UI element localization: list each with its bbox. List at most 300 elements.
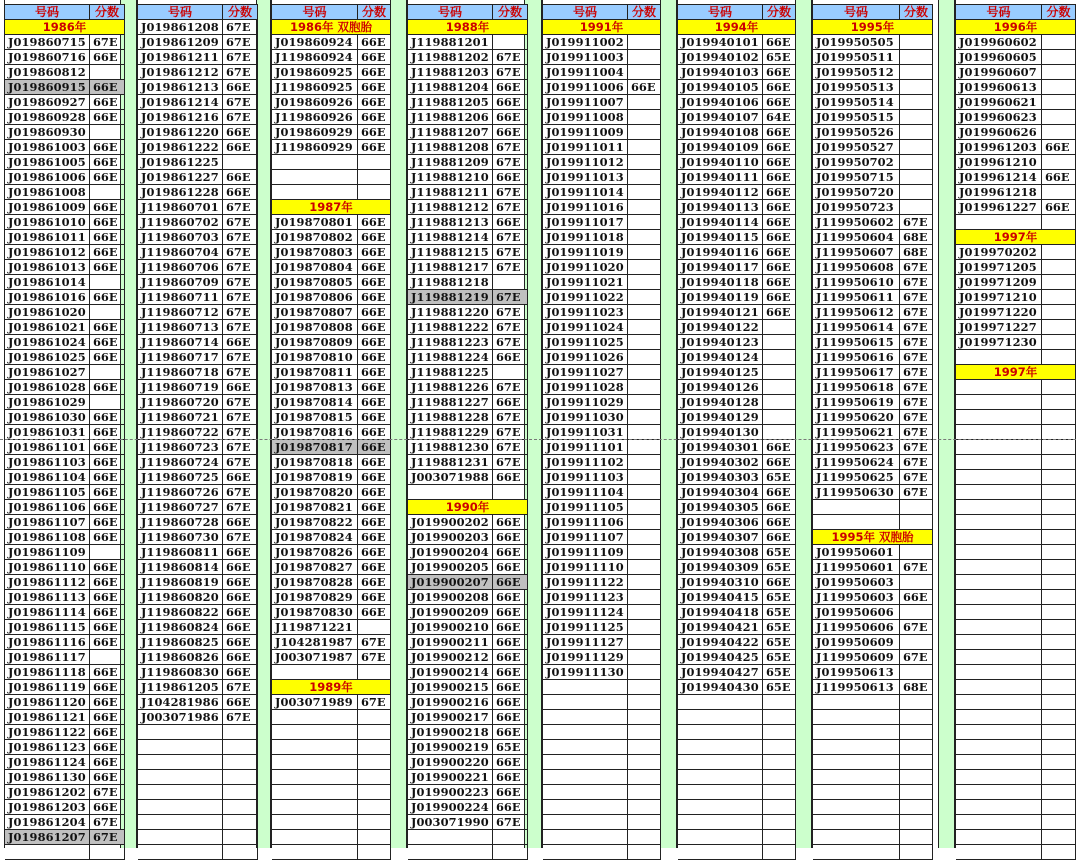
record-number[interactable]: J119860721 [138,410,223,425]
empty-cell[interactable] [813,755,900,770]
record-number[interactable]: J119881214 [408,230,493,245]
record-score[interactable]: 66E [223,125,258,140]
record-score[interactable] [628,515,661,530]
record-score[interactable]: 66E [223,140,258,155]
record-number[interactable]: J019940103 [678,65,763,80]
record-score[interactable] [1042,185,1076,200]
record-score[interactable]: 66E [223,590,258,605]
empty-cell[interactable] [678,710,763,725]
empty-cell[interactable] [900,770,933,785]
record-score[interactable]: 66E [90,470,125,485]
empty-cell[interactable] [678,725,763,740]
record-number[interactable]: J019950511 [813,50,900,65]
empty-cell[interactable] [956,350,1042,365]
record-number[interactable]: J019940305 [678,500,763,515]
empty-cell[interactable] [763,770,796,785]
record-score[interactable]: 66E [493,110,528,125]
record-score[interactable] [900,125,933,140]
record-number[interactable]: J019911011 [543,140,628,155]
record-number[interactable]: J119860728 [138,515,223,530]
record-score[interactable] [763,350,796,365]
record-number[interactable]: J019900208 [408,590,493,605]
record-number[interactable]: J119881230 [408,440,493,455]
record-number[interactable]: J019861216 [138,110,223,125]
empty-cell[interactable] [628,785,661,800]
record-number[interactable]: J019861122 [5,725,90,740]
record-score[interactable] [763,425,796,440]
record-number[interactable]: J119950617 [813,365,900,380]
record-score[interactable]: 67E [358,650,391,665]
record-number[interactable]: J119950618 [813,380,900,395]
record-number[interactable]: J019870809 [272,335,358,350]
record-score[interactable]: 66E [90,410,125,425]
empty-cell[interactable] [813,740,900,755]
empty-cell[interactable] [138,815,223,830]
record-number[interactable]: J019950702 [813,155,900,170]
record-score[interactable] [223,155,258,170]
record-number[interactable]: J119950607 [813,245,900,260]
record-score[interactable]: 66E [763,260,796,275]
record-number[interactable]: J019861020 [5,305,90,320]
record-number[interactable]: J019860924 [272,35,358,50]
record-number[interactable]: J019911130 [543,665,628,680]
record-score[interactable]: 67E [900,275,933,290]
record-score[interactable]: 66E [90,665,125,680]
record-score[interactable]: 66E [763,515,796,530]
record-number[interactable]: J119860822 [138,605,223,620]
record-number[interactable]: J019861227 [138,170,223,185]
record-score[interactable] [1042,245,1076,260]
record-score[interactable]: 66E [358,260,391,275]
record-score[interactable] [628,455,661,470]
record-score[interactable] [628,635,661,650]
record-score[interactable] [900,50,933,65]
empty-cell[interactable] [543,800,628,815]
empty-cell[interactable] [138,845,223,860]
record-number[interactable]: J119860820 [138,590,223,605]
record-number[interactable]: J019940308 [678,545,763,560]
empty-cell[interactable] [1042,755,1076,770]
record-score[interactable]: 67E [223,305,258,320]
record-number[interactable]: J019911019 [543,245,628,260]
empty-cell[interactable] [543,755,628,770]
record-score[interactable]: 67E [223,275,258,290]
record-score[interactable] [763,320,796,335]
record-score[interactable]: 65E [763,50,796,65]
record-score[interactable]: 66E [358,515,391,530]
record-score[interactable]: 66E [358,380,391,395]
record-number[interactable]: J019940301 [678,440,763,455]
record-score[interactable]: 67E [223,710,258,725]
record-score[interactable]: 66E [90,155,125,170]
record-score[interactable]: 66E [90,215,125,230]
empty-cell[interactable] [956,665,1042,680]
record-number[interactable]: J019911105 [543,500,628,515]
empty-cell[interactable] [813,515,900,530]
empty-cell[interactable] [272,740,358,755]
record-score[interactable]: 66E [763,200,796,215]
empty-cell[interactable] [543,845,628,860]
empty-cell[interactable] [272,755,358,770]
record-score[interactable]: 66E [493,80,528,95]
record-number[interactable]: J019971230 [956,335,1042,350]
record-score[interactable]: 67E [493,335,528,350]
record-score[interactable]: 67E [493,410,528,425]
empty-cell[interactable] [1042,725,1076,740]
empty-cell[interactable] [900,845,933,860]
record-number[interactable]: J119881229 [408,425,493,440]
record-number[interactable]: J019861110 [5,560,90,575]
record-number[interactable]: J119881225 [408,365,493,380]
record-number[interactable]: J019940304 [678,485,763,500]
record-score[interactable]: 66E [223,560,258,575]
empty-cell[interactable] [493,485,528,500]
record-score[interactable]: 66E [358,245,391,260]
record-score[interactable]: 66E [493,560,528,575]
record-score[interactable]: 66E [223,665,258,680]
record-score[interactable] [90,305,125,320]
empty-cell[interactable] [900,695,933,710]
record-number[interactable]: J119860726 [138,485,223,500]
record-score[interactable]: 66E [90,440,125,455]
record-score[interactable]: 66E [358,305,391,320]
record-number[interactable]: J019861024 [5,335,90,350]
record-score[interactable]: 67E [223,200,258,215]
record-number[interactable]: J003071990 [408,815,493,830]
empty-cell[interactable] [956,425,1042,440]
record-number[interactable]: J003071987 [272,650,358,665]
record-number[interactable]: J119881201 [408,35,493,50]
record-number[interactable]: J019861013 [5,260,90,275]
record-number[interactable]: J119860924 [272,50,358,65]
empty-cell[interactable] [543,830,628,845]
record-score[interactable] [628,350,661,365]
empty-cell[interactable] [956,710,1042,725]
record-score[interactable]: 66E [358,425,391,440]
record-number[interactable]: J119860720 [138,395,223,410]
record-score[interactable]: 66E [358,230,391,245]
record-number[interactable]: J019950609 [813,635,900,650]
record-score[interactable] [900,65,933,80]
record-number[interactable]: J019970202 [956,245,1042,260]
empty-cell[interactable] [272,830,358,845]
record-number[interactable]: J119950602 [813,215,900,230]
record-score[interactable] [493,35,528,50]
record-number[interactable]: J019900210 [408,620,493,635]
record-score[interactable]: 66E [358,350,391,365]
record-score[interactable] [1042,155,1076,170]
record-score[interactable]: 66E [223,695,258,710]
record-score[interactable]: 66E [763,140,796,155]
record-number[interactable]: J019870821 [272,500,358,515]
record-score[interactable]: 66E [223,80,258,95]
record-score[interactable]: 67E [493,290,528,305]
record-number[interactable]: J019870817 [272,440,358,455]
record-score[interactable]: 66E [763,125,796,140]
empty-cell[interactable] [956,815,1042,830]
record-score[interactable] [628,335,661,350]
record-number[interactable]: J019961203 [956,140,1042,155]
record-score[interactable] [900,545,933,560]
record-score[interactable]: 66E [358,530,391,545]
record-score[interactable]: 67E [900,560,933,575]
record-score[interactable]: 66E [358,485,391,500]
record-score[interactable]: 66E [223,335,258,350]
empty-cell[interactable] [1042,485,1076,500]
record-score[interactable] [1042,50,1076,65]
record-number[interactable]: J019940307 [678,530,763,545]
record-score[interactable]: 67E [223,260,258,275]
empty-cell[interactable] [763,695,796,710]
record-number[interactable]: J019861119 [5,680,90,695]
empty-cell[interactable] [138,740,223,755]
record-score[interactable]: 66E [763,290,796,305]
record-score[interactable] [628,260,661,275]
empty-cell[interactable] [272,845,358,860]
record-score[interactable]: 66E [358,35,391,50]
record-score[interactable]: 65E [763,635,796,650]
record-number[interactable]: J119950616 [813,350,900,365]
record-number[interactable]: J119860727 [138,500,223,515]
record-score[interactable]: 66E [358,590,391,605]
record-number[interactable]: J019861010 [5,215,90,230]
record-score[interactable] [900,80,933,95]
empty-cell[interactable] [813,830,900,845]
record-score[interactable]: 66E [90,590,125,605]
record-score[interactable]: 66E [90,260,125,275]
record-score[interactable]: 66E [493,650,528,665]
empty-cell[interactable] [900,725,933,740]
record-number[interactable]: J019860927 [5,95,90,110]
record-number[interactable]: J019911123 [543,590,628,605]
record-number[interactable]: J019911027 [543,365,628,380]
record-number[interactable]: J019911020 [543,260,628,275]
record-score[interactable]: 66E [358,50,391,65]
record-number[interactable]: J019911028 [543,380,628,395]
record-number[interactable]: J019940113 [678,200,763,215]
record-number[interactable]: J019911106 [543,515,628,530]
record-number[interactable]: J119950612 [813,305,900,320]
record-number[interactable]: J019861101 [5,440,90,455]
empty-cell[interactable] [1042,680,1076,695]
record-number[interactable]: J119860814 [138,560,223,575]
record-score[interactable]: 67E [900,470,933,485]
record-number[interactable]: J019861027 [5,365,90,380]
record-score[interactable]: 66E [223,185,258,200]
record-number[interactable]: J019861021 [5,320,90,335]
record-score[interactable]: 67E [90,35,125,50]
record-score[interactable] [900,635,933,650]
record-number[interactable]: J019911008 [543,110,628,125]
record-number[interactable]: J019900215 [408,680,493,695]
record-score[interactable]: 66E [90,605,125,620]
record-number[interactable]: J019870808 [272,320,358,335]
record-number[interactable]: J119860825 [138,635,223,650]
record-score[interactable]: 66E [90,695,125,710]
record-score[interactable]: 66E [493,350,528,365]
record-number[interactable]: J019870803 [272,245,358,260]
record-score[interactable]: 66E [763,170,796,185]
record-number[interactable]: J019940101 [678,35,763,50]
record-number[interactable]: J019911127 [543,635,628,650]
empty-cell[interactable] [1042,410,1076,425]
record-number[interactable]: J019950505 [813,35,900,50]
record-number[interactable]: J019971210 [956,290,1042,305]
record-score[interactable]: 67E [493,260,528,275]
empty-cell[interactable] [678,785,763,800]
record-number[interactable]: J019870806 [272,290,358,305]
record-number[interactable]: J019971209 [956,275,1042,290]
empty-cell[interactable] [956,725,1042,740]
empty-cell[interactable] [628,680,661,695]
record-score[interactable]: 67E [223,215,258,230]
empty-cell[interactable] [956,440,1042,455]
empty-cell[interactable] [272,155,358,170]
record-score[interactable]: 68E [900,680,933,695]
record-score[interactable]: 66E [223,650,258,665]
record-score[interactable] [628,590,661,605]
record-number[interactable]: J119860826 [138,650,223,665]
record-number[interactable]: J019900211 [408,635,493,650]
record-score[interactable] [628,275,661,290]
empty-cell[interactable] [1042,740,1076,755]
empty-cell[interactable] [1042,665,1076,680]
record-number[interactable]: J119881223 [408,335,493,350]
record-number[interactable]: J019940110 [678,155,763,170]
record-score[interactable]: 67E [493,380,528,395]
record-number[interactable]: J119860704 [138,245,223,260]
record-number[interactable]: J019861120 [5,695,90,710]
record-number[interactable]: J119860830 [138,665,223,680]
record-score[interactable] [628,320,661,335]
record-number[interactable]: J019870810 [272,350,358,365]
record-score[interactable]: 66E [90,620,125,635]
record-score[interactable] [493,275,528,290]
record-score[interactable]: 67E [223,65,258,80]
record-score[interactable]: 67E [223,455,258,470]
record-number[interactable]: J119860701 [138,200,223,215]
empty-cell[interactable] [272,725,358,740]
record-number[interactable]: J119860929 [272,140,358,155]
empty-cell[interactable] [1042,455,1076,470]
record-number[interactable]: J019870830 [272,605,358,620]
empty-cell[interactable] [223,740,258,755]
record-number[interactable]: J019900219 [408,740,493,755]
record-number[interactable]: J019911007 [543,95,628,110]
record-number[interactable]: J019861220 [138,125,223,140]
record-score[interactable]: 66E [493,125,528,140]
record-number[interactable]: J019860929 [272,125,358,140]
record-score[interactable]: 67E [493,155,528,170]
record-number[interactable]: J019870815 [272,410,358,425]
empty-cell[interactable] [543,785,628,800]
record-number[interactable]: J019940114 [678,215,763,230]
record-score[interactable]: 66E [90,740,125,755]
record-score[interactable]: 66E [90,500,125,515]
record-number[interactable]: J019861014 [5,275,90,290]
record-number[interactable]: J119860811 [138,545,223,560]
record-number[interactable]: J119860725 [138,470,223,485]
record-number[interactable]: J019861103 [5,455,90,470]
record-number[interactable]: J019861116 [5,635,90,650]
record-score[interactable]: 66E [493,800,528,815]
record-number[interactable]: J119871221 [272,620,358,635]
record-number[interactable]: J019940118 [678,275,763,290]
record-number[interactable]: J119881208 [408,140,493,155]
record-score[interactable] [628,65,661,80]
record-number[interactable]: J019911104 [543,485,628,500]
record-number[interactable]: J019950512 [813,65,900,80]
record-score[interactable]: 66E [358,440,391,455]
record-number[interactable]: J019870820 [272,485,358,500]
record-number[interactable]: J019950603 [813,575,900,590]
record-number[interactable]: J119950620 [813,410,900,425]
record-number[interactable]: J019911003 [543,50,628,65]
record-score[interactable]: 66E [90,530,125,545]
empty-cell[interactable] [543,770,628,785]
record-number[interactable]: J119881207 [408,125,493,140]
record-number[interactable]: J019961218 [956,185,1042,200]
record-number[interactable]: J019861209 [138,35,223,50]
empty-cell[interactable] [272,170,358,185]
record-score[interactable]: 67E [90,785,125,800]
record-number[interactable]: J019960607 [956,65,1042,80]
record-number[interactable]: J119950615 [813,335,900,350]
record-score[interactable]: 66E [763,80,796,95]
record-score[interactable]: 66E [493,770,528,785]
empty-cell[interactable] [358,740,391,755]
record-score[interactable]: 66E [90,455,125,470]
empty-cell[interactable] [956,635,1042,650]
record-number[interactable]: J019870807 [272,305,358,320]
record-score[interactable] [763,365,796,380]
record-number[interactable]: J019870826 [272,545,358,560]
record-score[interactable]: 66E [90,50,125,65]
record-number[interactable]: J019861028 [5,380,90,395]
record-score[interactable]: 66E [493,170,528,185]
record-score[interactable]: 66E [90,290,125,305]
record-number[interactable]: J019861115 [5,620,90,635]
record-score[interactable]: 66E [90,335,125,350]
record-score[interactable] [1042,305,1076,320]
record-number[interactable]: J019960605 [956,50,1042,65]
record-number[interactable]: J019911103 [543,470,628,485]
record-number[interactable]: J019940418 [678,605,763,620]
record-score[interactable] [1042,335,1076,350]
record-number[interactable]: J019950514 [813,95,900,110]
record-number[interactable]: J019911122 [543,575,628,590]
empty-cell[interactable] [272,770,358,785]
empty-cell[interactable] [1042,710,1076,725]
record-score[interactable]: 66E [358,410,391,425]
empty-cell[interactable] [358,170,391,185]
record-number[interactable]: J019870801 [272,215,358,230]
record-score[interactable]: 66E [90,380,125,395]
empty-cell[interactable] [956,785,1042,800]
record-score[interactable]: 66E [223,605,258,620]
record-number[interactable]: J019961214 [956,170,1042,185]
record-score[interactable]: 67E [223,500,258,515]
record-score[interactable]: 66E [763,35,796,50]
record-number[interactable]: J119881210 [408,170,493,185]
record-score[interactable]: 67E [493,440,528,455]
record-score[interactable]: 67E [900,425,933,440]
record-number[interactable]: J019861029 [5,395,90,410]
record-number[interactable]: J119881228 [408,410,493,425]
record-score[interactable]: 66E [90,725,125,740]
record-number[interactable]: J019911009 [543,125,628,140]
record-number[interactable]: J019900205 [408,560,493,575]
